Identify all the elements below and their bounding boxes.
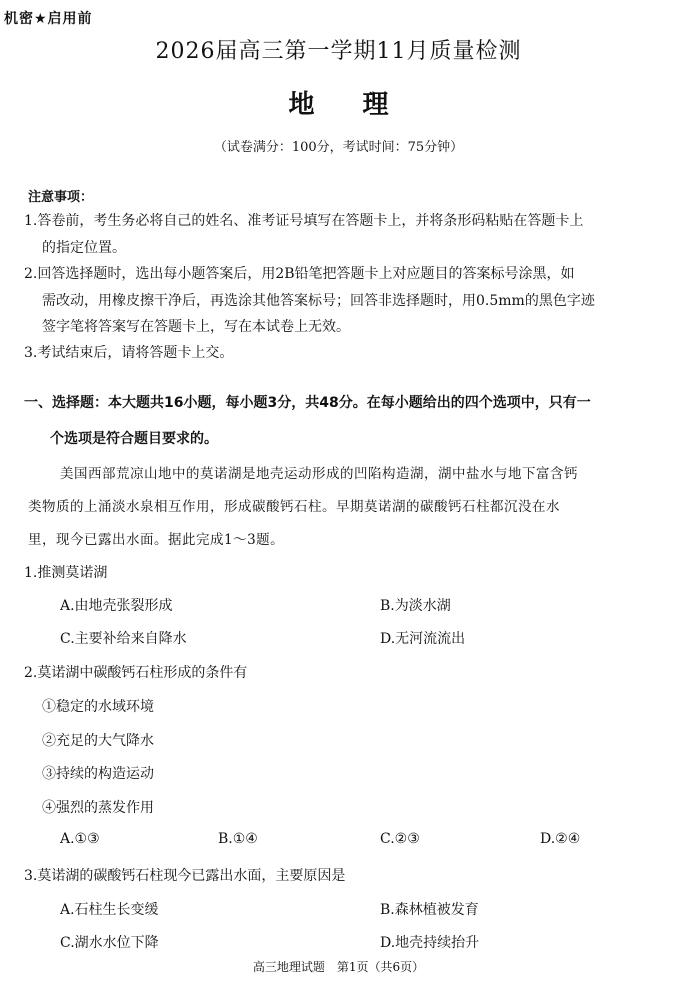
passage-line: 美国西部荒凉山地中的莫诺湖是地壳运动形成的凹陷构造湖，湖中盐水与地下富含钙	[60, 466, 578, 482]
q2-item: ③持续的构造运动	[42, 766, 154, 782]
question-2-stem: 2.莫诺湖中碳酸钙石柱形成的条件有	[24, 665, 248, 681]
q2-item: ②充足的大气降水	[42, 733, 154, 749]
q1-option-c: C.主要补给来自降水	[60, 631, 187, 647]
q2-option-c: C.②③	[380, 831, 420, 847]
notice-line: 3.考试结束后，请将答题卡上交。	[24, 345, 234, 361]
question-3-stem: 3.莫诺湖的碳酸钙石柱现今已露出水面，主要原因是	[24, 868, 346, 884]
notice-heading: 注意事项：	[28, 190, 94, 205]
passage-line: 类物质的上涌淡水泉相互作用，形成碳酸钙石柱。早期莫诺湖的碳酸钙石柱都沉没在水	[28, 499, 560, 515]
q2-option-d: D.②④	[540, 831, 581, 847]
notice-line: 2.回答选择题时，选出每小题答案后，用2B铅笔把答题卡上对应题目的答案标号涂黑，如	[24, 266, 575, 282]
q3-option-d: D.地壳持续抬升	[380, 935, 480, 951]
notice-line: 的指定位置。	[42, 240, 126, 256]
q1-option-a: A.由地壳张裂形成	[60, 598, 173, 614]
confidential-mark: 机密★启用前	[4, 11, 93, 27]
notice-line: 1.答卷前，考生务必将自己的姓名、准考证号填写在答题卡上，并将条形码粘贴在答题卡上	[24, 213, 584, 229]
exam-info: （试卷满分：100分，考试时间：75分钟）	[213, 140, 464, 155]
passage-line: 里，现今已露出水面。据此完成1～3题。	[28, 532, 285, 548]
q3-option-b: B.森林植被发育	[380, 902, 479, 918]
notice-line: 需改动，用橡皮擦干净后，再选涂其他答案标号；回答非选择题时，用0.5mm的黑色字迹	[42, 293, 595, 309]
q2-option-a: A.①③	[60, 831, 100, 847]
q3-option-a: A.石柱生长变缓	[60, 902, 159, 918]
question-1-stem: 1.推测莫诺湖	[24, 565, 108, 581]
q1-option-d: D.无河流流出	[380, 631, 466, 647]
page-footer: 高三地理试题 第1页（共6页）	[252, 960, 425, 974]
q1-option-b: B.为淡水湖	[380, 598, 451, 614]
subject-title	[0, 84, 677, 121]
subject-char-2: 理	[362, 90, 389, 120]
q3-option-c: C.湖水水位下降	[60, 935, 159, 951]
q2-option-b: B.①④	[218, 831, 258, 847]
q2-item: ①稳定的水域环境	[42, 699, 154, 715]
notice-line: 签字笔将答案写在答题卡上，写在本试卷上无效。	[42, 319, 350, 335]
q2-item: ④强烈的蒸发作用	[42, 800, 154, 816]
exam-title: 2026届高三第一学期11月质量检测	[155, 39, 522, 64]
section-heading-cont: 个选项是符合题目要求的。	[50, 431, 218, 447]
subject-char-1: 地	[288, 90, 315, 120]
section-heading: 一、选择题：本大题共16小题，每小题3分，共48分。在每小题给出的四个选项中，只有一	[24, 395, 591, 411]
